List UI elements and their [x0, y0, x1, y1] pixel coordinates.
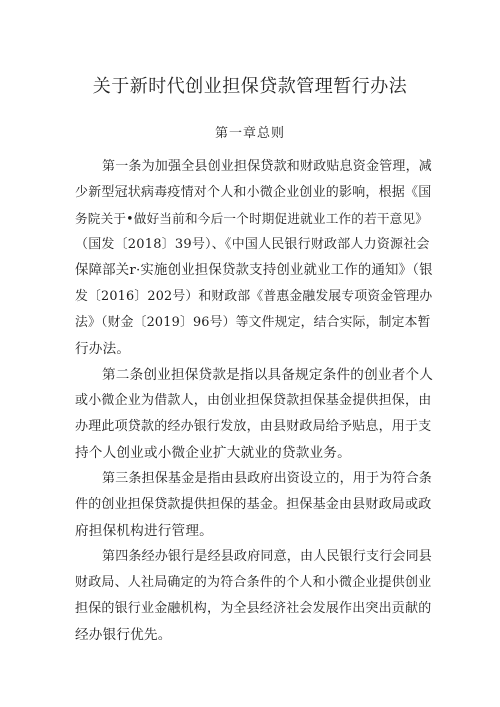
text-line: 发〔2016〕202号）和财政部《普惠金融发展专项资金管理办	[75, 289, 433, 304]
text-line: 财政局、人社局确定的为符合条件的个人和小微企业提供创业	[75, 575, 432, 590]
text-line: 经办银行优先。	[75, 627, 172, 643]
text-line: 少新型冠状病毒疫情对个人和小微企业创业的影响，根据《国	[75, 185, 432, 200]
article-3-paragraph	[75, 466, 433, 544]
text-line: 或小微企业为借款人，由创业担保贷款担保基金提供担保，由	[75, 393, 432, 408]
text-line: 第二条创业担保贷款是指以具备规定条件的创业者个人	[102, 367, 434, 383]
text-line: 件的创业担保贷款提供担保的基金。担保基金由县财政局或政	[75, 497, 432, 512]
text-line: 第四条经办银行是经县政府同意，由人民银行支行会同县	[102, 549, 433, 564]
article-4-paragraph	[75, 544, 433, 648]
article-1-paragraph	[75, 154, 433, 362]
text-line: 办理此项贷款的经办银行发放，由县财政局给予贴息，用于支	[75, 419, 432, 434]
text-line: 法》（财金〔2019〕96号）等文件规定，结合实际，制定本暂	[75, 315, 431, 330]
text-line: 第三条担保基金是指由县政府出资设立的，用于为符合条	[102, 471, 433, 486]
text-line: 府担保机构进行管理。	[75, 523, 213, 539]
text-line: 担保的银行业金融机构，为全县经济社会发展作出突出贡献的	[75, 601, 432, 616]
chapter-heading: 第一章总则	[214, 126, 285, 141]
text-line: 第一条为加强全县创业担保贷款和财政贴息资金管理，减	[102, 159, 433, 174]
text-line: 保障部关r·实施创业担保贷款支持创业就业工作的通知》（银	[75, 263, 433, 278]
document-body	[75, 154, 433, 648]
text-line: 行办法。	[75, 341, 131, 357]
text-line: （国发〔2018〕39号）、《中国人民银行财政部人力资源社会	[75, 237, 430, 252]
text-line: 持个人创业或小微企业扩大就业的贷款业务。	[75, 445, 351, 461]
document-title: 关于新时代创业担保贷款管理暂行办法	[92, 76, 408, 97]
article-2-paragraph	[75, 362, 433, 466]
text-line: 务院关于•做好当前和今后一个时期促进就业工作的若干意见》	[75, 211, 429, 226]
